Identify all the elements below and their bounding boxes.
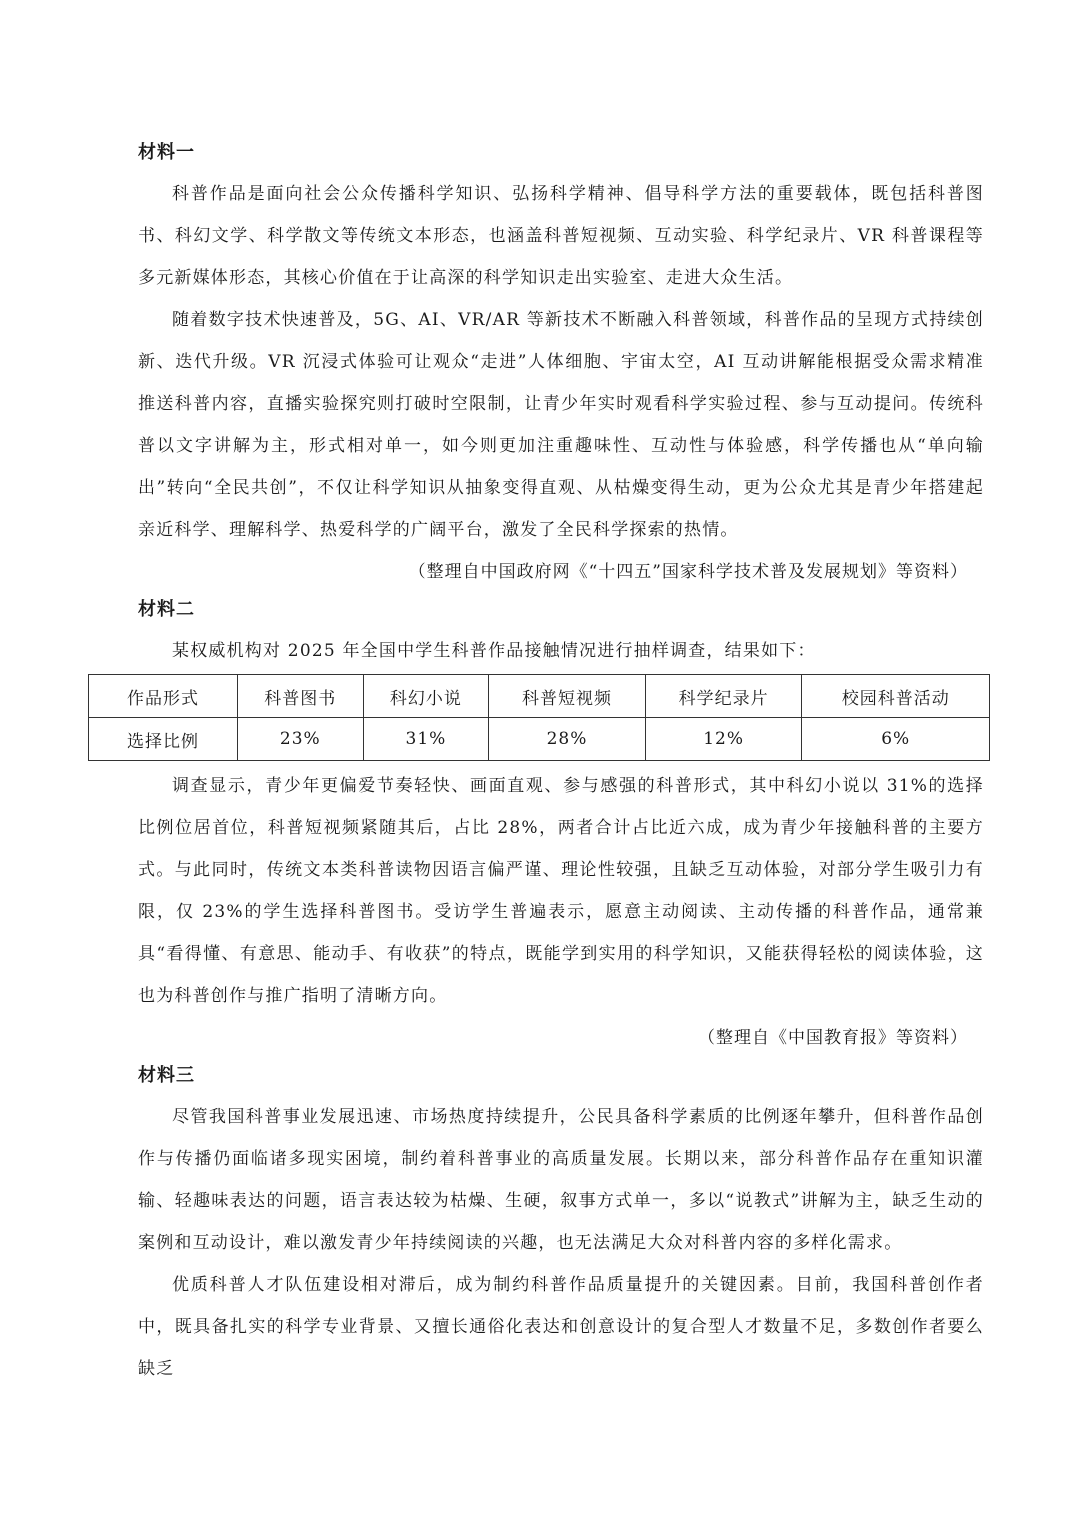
table-cell-value: 12% — [645, 718, 802, 761]
material-three-paragraph: 优质科普人才队伍建设相对滞后，成为制约科普作品质量提升的关键因素。目前，我国科普创作者中，既具备扎实的科学专业背景、又擅长通俗化表达和创意设计的复合型人才数量不足，多数创作者要么缺乏 — [138, 1275, 984, 1379]
material-one-source: （整理自中国政府网《“十四五”国家科学技术普及发展规划》等资料） — [408, 562, 968, 582]
table-column-header: 校园科普活动 — [802, 675, 990, 718]
material-two-paragraph: 调查显示，青少年更偏爱节奏轻快、画面直观、参与感强的科普形式，其中科幻小说以 31%的选择比例位居首位，科普短视频紧随其后，占比 28%，两者合计占比近六成，成为青少年接触科普的主要方式。与此同时，传统文本类科普读物因语言偏严谨、理论性较强，且缺乏互动体验，对部分学生吸引力有限，仅 23%的学生选择科普图书。受访学生普遍表示，愿意主动阅读、主动传播的科普作品，通常兼具“看得懂、有意思、能动手、有收获”的特点，既能学到实用的科学知识，又能获得轻松的阅读体验，这也为科普创作与推广指明了清晰方向。 — [138, 776, 984, 1006]
material-one-heading: 材料一 — [138, 142, 195, 163]
material-two-heading: 材料二 — [138, 599, 195, 620]
material-one — [138, 138, 984, 593]
table-column-header: 科学纪录片 — [645, 675, 802, 718]
table-column-header: 科普短视频 — [489, 675, 646, 718]
survey-table — [88, 674, 990, 761]
material-three — [138, 1061, 984, 1390]
material-two-source: （整理自《中国教育报》等资料） — [698, 1028, 968, 1048]
table-row-label: 选择比例 — [89, 718, 238, 761]
material-one-paragraph: 随着数字技术快速普及，5G、AI、VR/AR 等新技术不断融入科普领域，科普作品的呈现方式持续创新、迭代升级。VR 沉浸式体验可让观众“走进”人体细胞、宇宙太空，AI 互动讲解能根据受众需求精准推送科普内容，直播实验探究则打破时空限制，让青少年实时观看科学实验过程、参与互动提问。传统科普以文字讲解为主，形式相对单一，如今则更加注重趣味性、互动性与体验感，科学传播也从“单向输出”转向“全民共创”，不仅让科学知识从抽象变得直观、从枯燥变得生动，更为公众尤其是青少年搭建起亲近科学、理解科学、热爱科学的广阔平台，激发了全民科学探索的热情。 — [138, 310, 984, 540]
survey-table-header-row — [89, 675, 990, 718]
document-page — [127, 138, 984, 1392]
survey-table-value-row — [89, 718, 990, 761]
material-three-heading: 材料三 — [138, 1065, 195, 1086]
table-cell-value: 28% — [489, 718, 646, 761]
table-column-header: 科幻小说 — [363, 675, 489, 718]
table-cell-value: 31% — [363, 718, 489, 761]
material-one-paragraph: 科普作品是面向社会公众传播科学知识、弘扬科学精神、倡导科学方法的重要载体，既包括科普图书、科幻文学、科学散文等传统文本形态，也涵盖科普短视频、互动实验、科学纪录片、VR 科普课程等多元新媒体形态，其核心价值在于让高深的科学知识走出实验室、走进大众生活。 — [138, 184, 984, 288]
table-cell-value: 6% — [802, 718, 990, 761]
material-two-intro: 某权威机构对 2025 年全国中学生科普作品接触情况进行抽样调查，结果如下： — [172, 641, 816, 661]
table-cell-value: 23% — [238, 718, 364, 761]
table-column-header: 科普图书 — [238, 675, 364, 718]
table-header-label: 作品形式 — [89, 675, 238, 718]
material-three-paragraph: 尽管我国科普事业发展迅速、市场热度持续提升，公民具备科学素质的比例逐年攀升，但科普作品创作与传播仍面临诸多现实困境，制约着科普事业的高质量发展。长期以来，部分科普作品存在重知识灌输、轻趣味表达的问题，语言表达较为枯燥、生硬，叙事方式单一，多以“说教式”讲解为主，缺乏生动的案例和互动设计，难以激发青少年持续阅读的兴趣，也无法满足大众对科普内容的多样化需求。 — [138, 1107, 984, 1253]
material-two — [127, 595, 984, 1059]
